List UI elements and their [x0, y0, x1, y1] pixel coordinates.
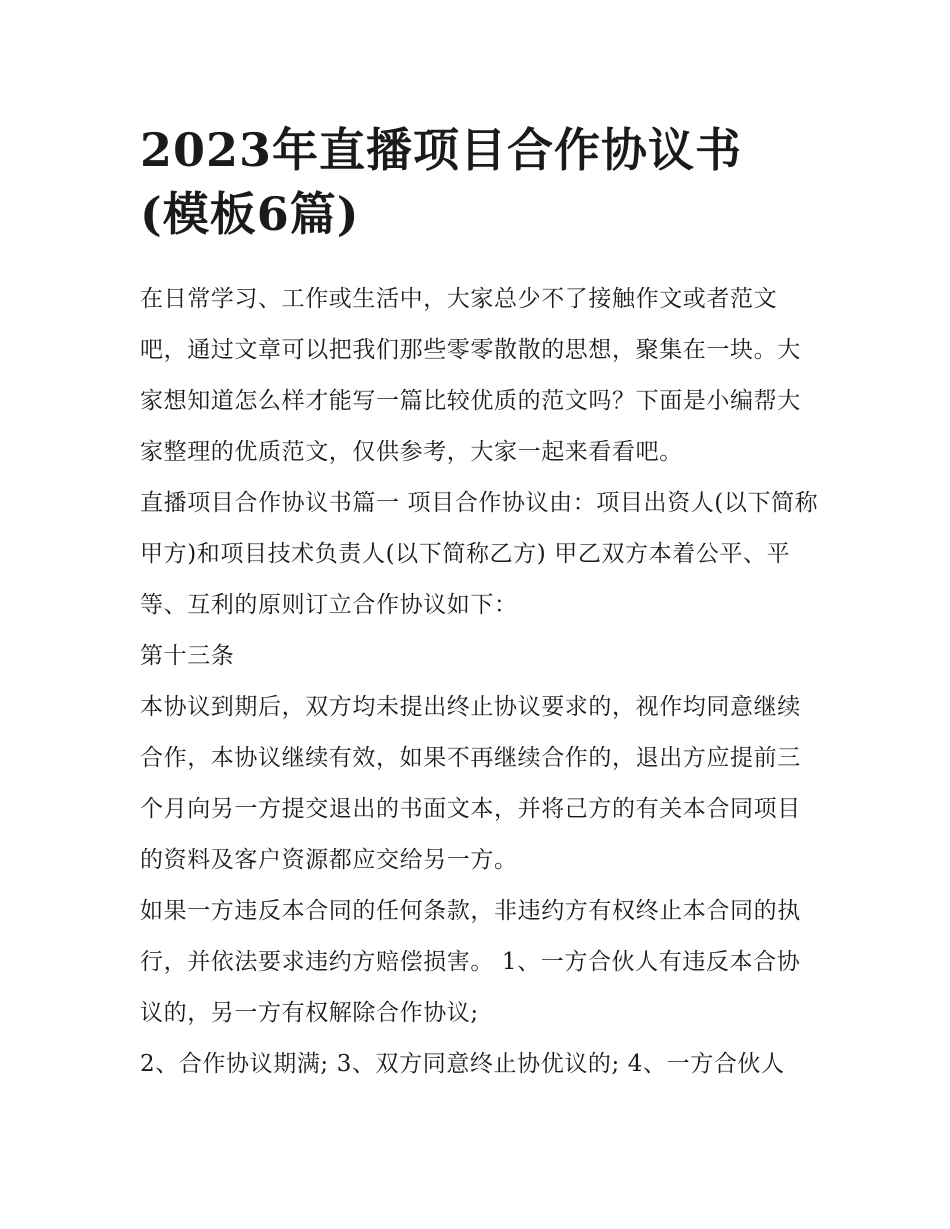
expiry-paragraph: 本协议到期后，双方均未提出终止协议要求的，视作均同意继续合作，本协议继续有效，如果不再继续合作的，退出方应提前三个月向另一方提交退出的书面文本，并将己方的有关本合同项目的资料及客户资源都应交给另一方。	[140, 694, 801, 873]
agreement-intro-paragraph: 直播项目合作协议书篇一 项目合作协议由：项目出资人(以下简称甲方)和项目技术负责人(以下简称乙方) 甲乙双方本着公平、平等、互利的原则订立合作协议如下：	[140, 490, 819, 618]
title-line-2: (模板6篇)	[140, 187, 360, 241]
document-body	[140, 274, 820, 1090]
termination-paragraph: 2、合作协议期满; 3、双方同意终止协优议的; 4、一方合伙人	[140, 1051, 785, 1077]
document-title	[140, 118, 820, 246]
breach-paragraph: 如果一方违反本合同的任何条款，非违约方有权终止本合同的执行，并依法要求违约方赔偿损害。 1、一方合伙人有违反本合协议的，另一方有权解除合作协议;	[140, 898, 801, 1026]
intro-paragraph: 在日常学习、工作或生活中，大家总少不了接触作文或者范文吧，通过文章可以把我们那些零零散散的思想，聚集在一块。大家想知道怎么样才能写一篇比较优质的范文吗？下面是小编帮大家整理的优质范文，仅供参考，大家一起来看看吧。	[140, 286, 801, 465]
article-heading: 第十三条	[140, 643, 235, 669]
document-content	[140, 118, 820, 1090]
title-line-1: 2023年直播项目合作协议书	[140, 123, 743, 177]
